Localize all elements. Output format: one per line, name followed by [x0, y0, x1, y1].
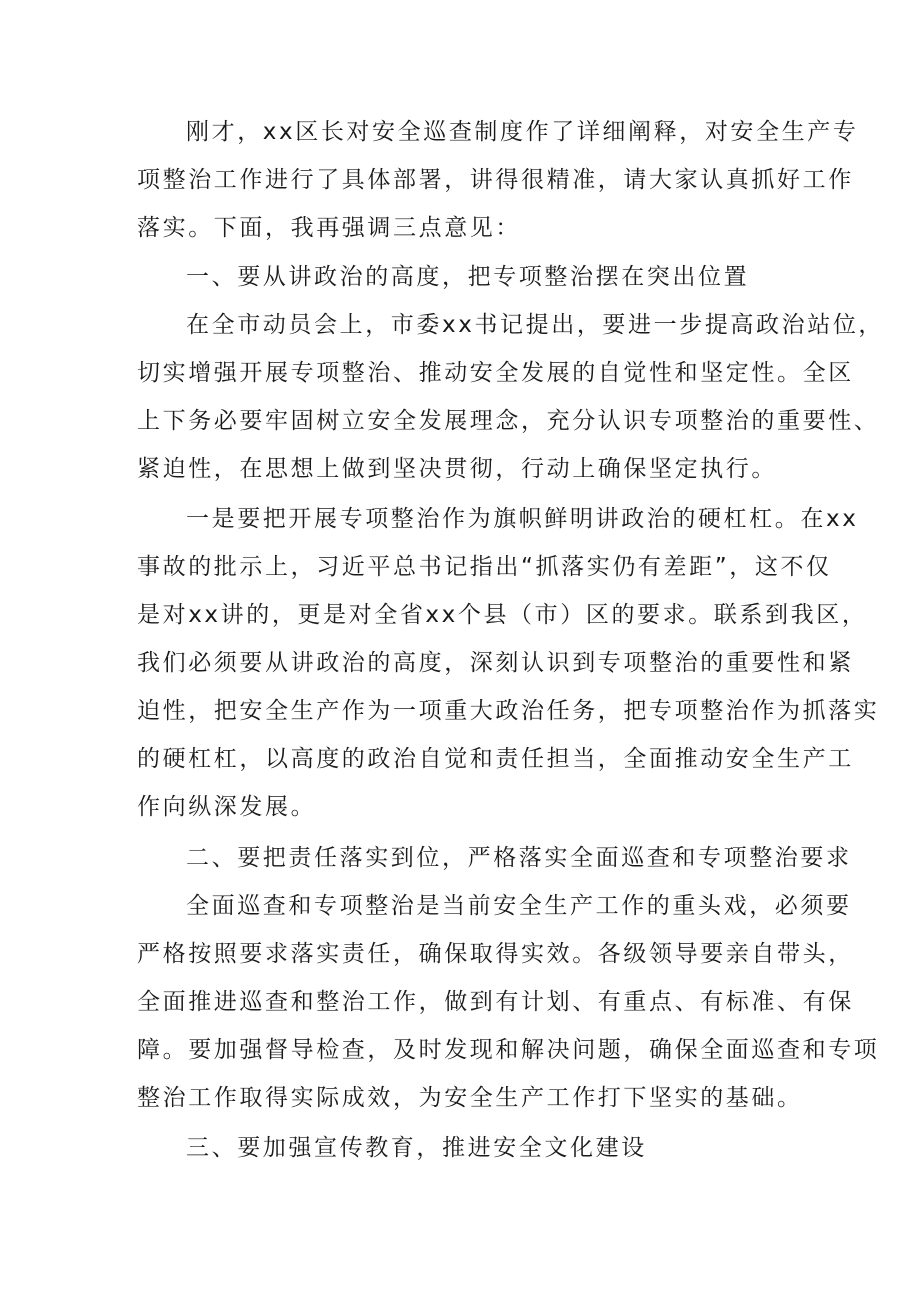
paragraph-line: 一是要把开展专项整治作为旗帜鲜明讲政治的硬杠杠。在xx — [186, 506, 859, 532]
paragraph-line: 落实。下面，我再强调三点意见： — [137, 215, 521, 241]
paragraph-line: 事故的批示上，习近平总书记指出“抓落实仍有差距”，这不仅 — [137, 554, 832, 580]
paragraph-line: 整治工作取得实际成效，为安全生产工作打下坚实的基础。 — [137, 1085, 803, 1111]
section-heading: 一、要从讲政治的高度，把专项整治摆在突出位置 — [186, 264, 750, 290]
paragraph-line: 刚才，xx区长对安全巡查制度作了详细阐释，对安全生产专 — [186, 119, 859, 145]
section-heading: 三、要加强宣传教育，推进安全文化建设 — [186, 1135, 647, 1161]
paragraph-line: 迫性，把安全生产作为一项重大政治任务，把专项整治作为抓落实 — [137, 698, 880, 724]
paragraph-line: 严格按照要求落实责任，确保取得实效。各级领导要亲自带头， — [137, 941, 854, 967]
paragraph-line: 全面巡查和专项整治是当前安全生产工作的重头戏，必须要 — [186, 893, 852, 919]
paragraph-line: 紧迫性，在思想上做到坚决贯彻，行动上确保坚定执行。 — [137, 456, 777, 482]
paragraph-line: 项整治工作进行了具体部署，讲得很精准，请大家认真抓好工作 — [137, 167, 854, 193]
paragraph-line: 切实增强开展专项整治、推动安全发展的自觉性和坚定性。全区 — [137, 360, 854, 386]
section-heading: 二、要把责任落实到位，严格落实全面巡查和专项整治要求 — [186, 845, 852, 871]
paragraph-line: 作向纵深发展。 — [137, 794, 317, 820]
paragraph-line: 我们必须要从讲政治的高度，深刻认识到专项整治的重要性和紧 — [137, 650, 854, 676]
paragraph-line: 上下务必要牢固树立安全发展理念，充分认识专项整治的重要性、 — [137, 408, 880, 434]
paragraph-line: 全面推进巡查和整治工作，做到有计划、有重点、有标准、有保 — [137, 989, 854, 1015]
paragraph-line: 是对xx讲的，更是对全省xx个县（市）区的要求。联系到我区， — [137, 602, 868, 628]
paragraph-line: 障。要加强督导检查，及时发现和解决问题，确保全面巡查和专项 — [137, 1037, 880, 1063]
paragraph-line: 在全市动员会上，市委xx书记提出，要进一步提高政治站位， — [186, 312, 885, 338]
paragraph-line: 的硬杠杠，以高度的政治自觉和责任担当，全面推动安全生产工 — [137, 746, 854, 772]
